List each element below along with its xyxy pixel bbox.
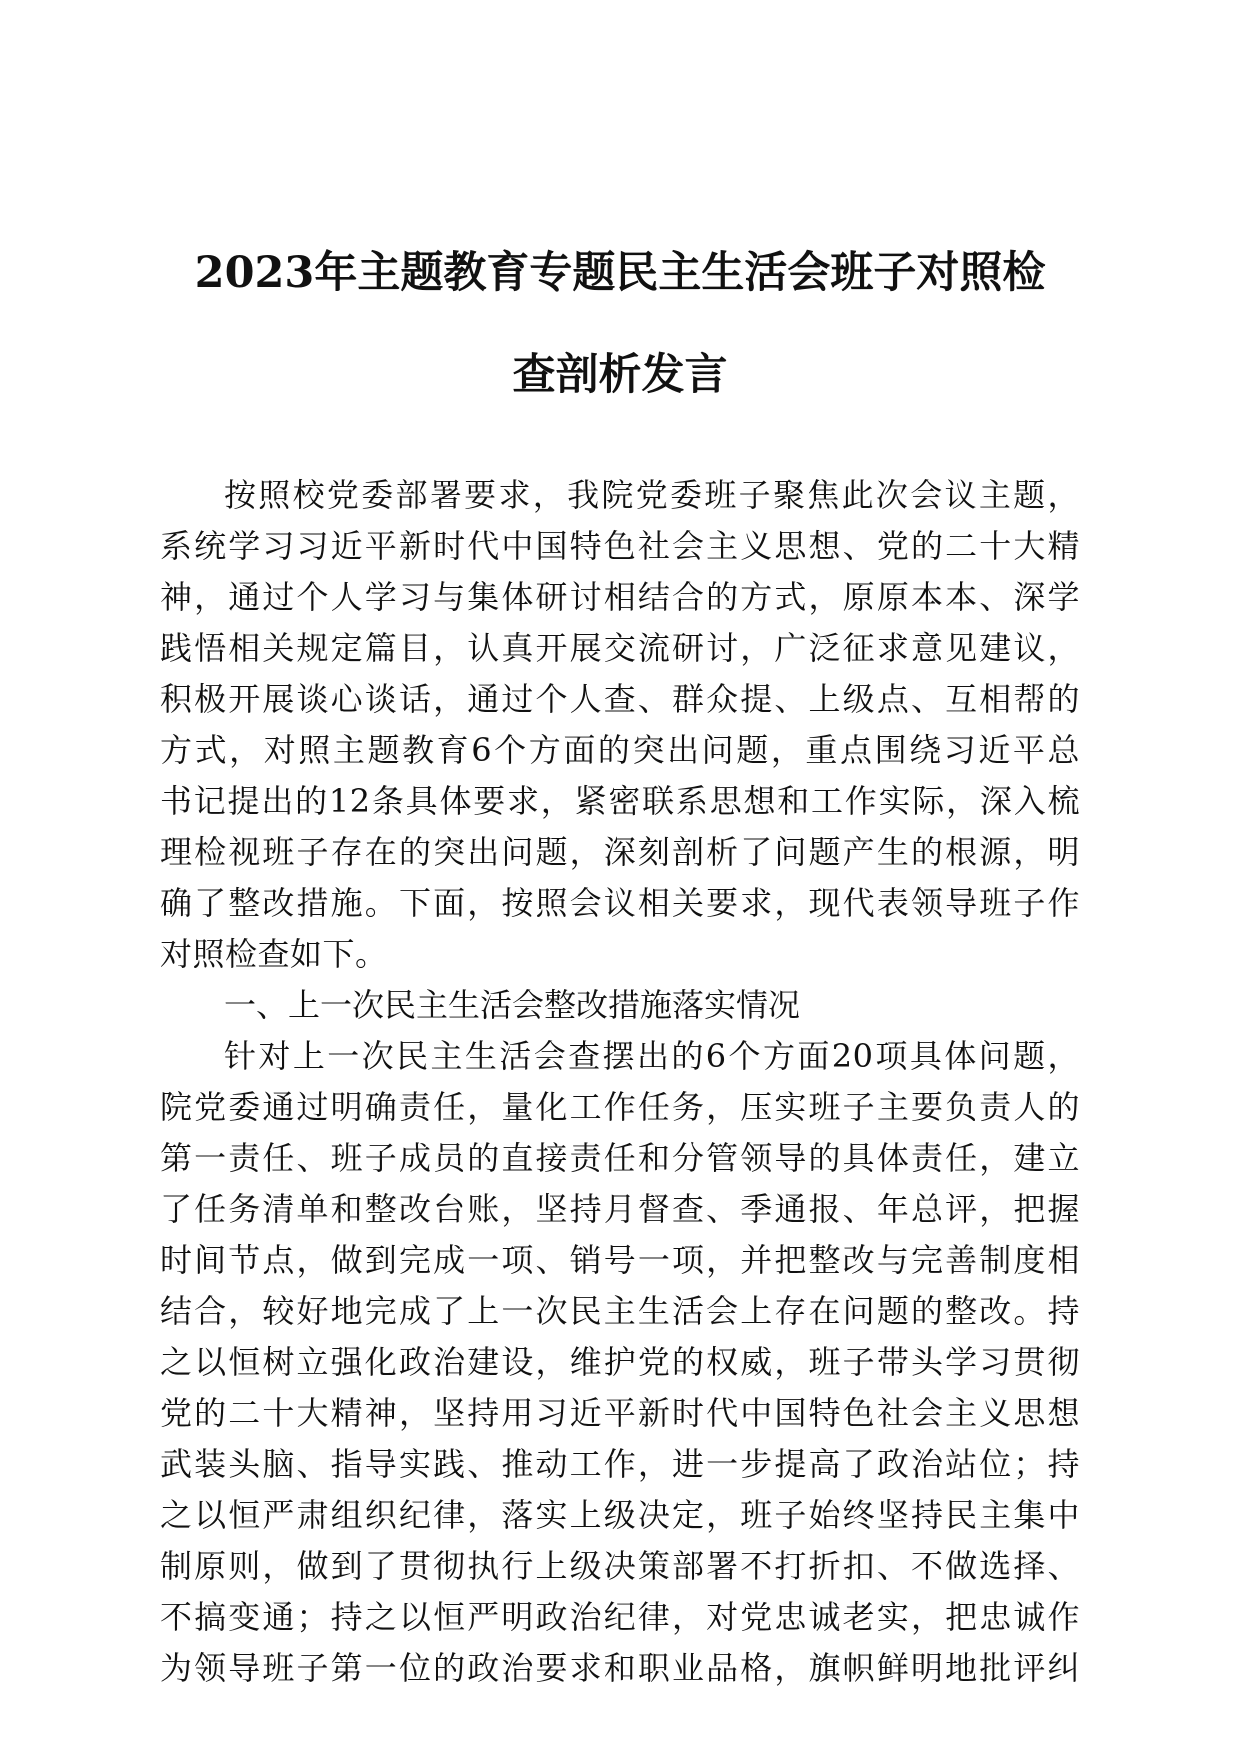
title-line-1: 2023年主题教育专题民主生活会班子对照检 bbox=[194, 248, 1046, 298]
text-line: 积极开展谈心谈话，通过个人查、群众提、上级点、互相帮的 bbox=[160, 680, 1080, 718]
text-line: 书记提出的12条具体要求，紧密联系思想和工作实际，深入梳 bbox=[160, 782, 1080, 820]
text-line: 按照校党委部署要求，我院党委班子聚焦此次会议主题， bbox=[224, 476, 1080, 514]
text-line: 院党委通过明确责任，量化工作任务，压实班子主要负责人的 bbox=[160, 1088, 1080, 1126]
text-line: 武装头脑、指导实践、推动工作，进一步提高了政治站位；持 bbox=[160, 1445, 1080, 1483]
text-line: 第一责任、班子成员的直接责任和分管领导的具体责任，建立 bbox=[160, 1139, 1080, 1177]
text-line: 不搞变通；持之以恒严明政治纪律，对党忠诚老实，把忠诚作 bbox=[160, 1598, 1080, 1636]
title-line-2: 查剖析发言 bbox=[512, 350, 728, 400]
text-line: 为领导班子第一位的政治要求和职业品格，旗帜鲜明地批评纠 bbox=[160, 1649, 1080, 1687]
text-line: 时间节点，做到完成一项、销号一项，并把整改与完善制度相 bbox=[160, 1241, 1080, 1279]
section-1-paragraph bbox=[160, 1031, 1080, 1694]
text-line: 践悟相关规定篇目，认真开展交流研讨，广泛征求意见建议， bbox=[160, 629, 1080, 667]
text-line: 之以恒树立强化政治建设，维护党的权威，班子带头学习贯彻 bbox=[160, 1343, 1080, 1381]
document-body bbox=[160, 470, 1080, 1694]
text-line: 系统学习习近平新时代中国特色社会主义思想、党的二十大精 bbox=[160, 527, 1080, 565]
text-line: 党的二十大精神，坚持用习近平新时代中国特色社会主义思想 bbox=[160, 1394, 1080, 1432]
text-line: 理检视班子存在的突出问题，深刻剖析了问题产生的根源，明 bbox=[160, 833, 1080, 871]
text-line: 结合，较好地完成了上一次民主生活会上存在问题的整改。持 bbox=[160, 1292, 1080, 1330]
text-line: 神，通过个人学习与集体研讨相结合的方式，原原本本、深学 bbox=[160, 578, 1080, 616]
text-line: 方式，对照主题教育6个方面的突出问题，重点围绕习近平总 bbox=[160, 731, 1080, 769]
intro-paragraph bbox=[160, 470, 1080, 980]
text-line: 针对上一次民主生活会查摆出的6个方面20项具体问题， bbox=[224, 1037, 1080, 1075]
text-line: 对照检查如下。 bbox=[160, 935, 388, 973]
text-line: 确了整改措施。下面，按照会议相关要求，现代表领导班子作 bbox=[160, 884, 1080, 922]
text-line: 之以恒严肃组织纪律，落实上级决定，班子始终坚持民主集中 bbox=[160, 1496, 1080, 1534]
section-heading-1: 一、上一次民主生活会整改措施落实情况 bbox=[224, 986, 801, 1024]
text-line: 制原则，做到了贯彻执行上级决策部署不打折扣、不做选择、 bbox=[160, 1547, 1080, 1585]
text-line: 了任务清单和整改台账，坚持月督查、季通报、年总评，把握 bbox=[160, 1190, 1080, 1228]
document-title bbox=[140, 222, 1100, 426]
